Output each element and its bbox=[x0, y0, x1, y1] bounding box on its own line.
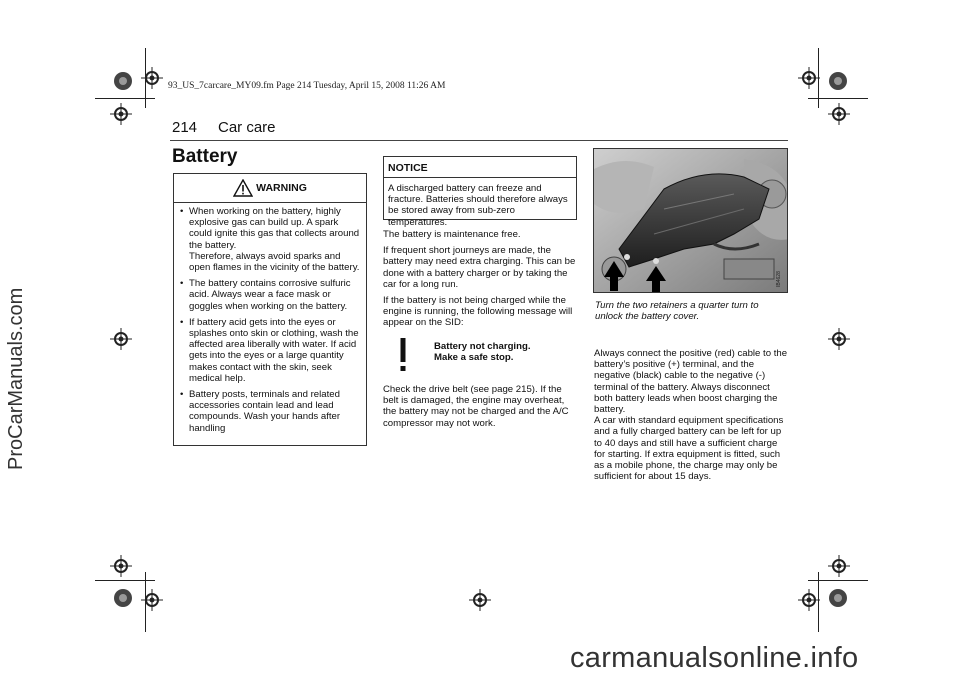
paragraph: A car with standard equipment specifications and a fully charged battery can be left for up to 40 days and still have a sufficient charge for starting. If extra equipment is fitted, such as a mobile phone, the charge may only be sufficient for about 15 days. bbox=[594, 415, 784, 483]
warning-item: • If battery acid gets into the eyes or splashes onto skin or clothing, wash the affected area liberally with water. If acid gets into the eyes or a large quantity makes contact with the skin, seek medical help. bbox=[178, 317, 362, 384]
crosshair-target-icon bbox=[798, 67, 820, 89]
paragraph: Always connect the positive (red) cable to the battery’s positive (+) terminal, and the negative (black) cable to the negative (-) terminal of the battery. Always disconnect both battery leads when boost charging the battery. bbox=[594, 348, 788, 416]
section-title: Car care bbox=[218, 119, 276, 136]
paragraph: If the battery is not being charged while the engine is running, the following message will appear on the SID: bbox=[383, 295, 573, 329]
warning-item: • Battery posts, terminals and related accessories contain lead and lead compounds. Wash your hands after handling bbox=[178, 389, 362, 434]
notice-text: A discharged battery can freeze and fracture. Batteries should therefore always be stored away from sub-zero temperatures. bbox=[388, 183, 568, 228]
figure-code: IB4628 bbox=[776, 271, 782, 287]
registration-mark-icon bbox=[112, 587, 134, 609]
warning-item: • When working on the battery, highly explosive gas can build up. A spark could ignite this gas that collects around the battery. Therefore, always avoid sparks and open flames in the vicinity of the battery. bbox=[178, 206, 362, 273]
engine-bay-illustration bbox=[594, 149, 788, 293]
crosshair-target-icon bbox=[828, 555, 850, 577]
crosshair-target-icon bbox=[828, 103, 850, 125]
crosshair-target-icon bbox=[110, 555, 132, 577]
warning-header bbox=[174, 174, 366, 203]
page-title: Battery bbox=[172, 146, 238, 167]
crosshair-target-icon bbox=[469, 589, 491, 611]
sid-message: Battery not charging. Make a safe stop. bbox=[434, 341, 531, 364]
warning-triangle-icon bbox=[233, 179, 253, 197]
warning-item: • The battery contains corrosive sulfuric acid. Always wear a face mask or goggles when working on the battery. bbox=[178, 278, 362, 312]
crosshair-target-icon bbox=[110, 328, 132, 350]
paragraph: Check the drive belt (see page 215). If the belt is damaged, the engine may overheat, the battery may not be charged and the A/C compressor may not work. bbox=[383, 384, 569, 429]
crosshair-target-icon bbox=[828, 328, 850, 350]
page-number: 214 bbox=[172, 119, 198, 136]
battery-cover-photo bbox=[593, 148, 788, 293]
registration-mark-icon bbox=[827, 70, 849, 92]
crosshair-target-icon bbox=[798, 589, 820, 611]
notice-heading: NOTICE bbox=[384, 157, 576, 178]
figure-caption: Turn the two retainers a quarter turn to unlock the battery cover. bbox=[595, 300, 759, 323]
crosshair-target-icon bbox=[110, 103, 132, 125]
header-divider bbox=[170, 140, 788, 141]
registration-mark-icon bbox=[827, 587, 849, 609]
exclamation-icon bbox=[395, 338, 411, 372]
file-header: 93_US_7carcare_MY09.fm Page 214 Tuesday, April 15, 2008 11:26 AM bbox=[168, 81, 446, 91]
paragraph: The battery is maintenance free. bbox=[383, 229, 521, 240]
column3-text bbox=[594, 348, 789, 482]
crosshair-target-icon bbox=[141, 67, 163, 89]
column2-intro bbox=[383, 229, 578, 334]
side-watermark: ProCarManuals.com bbox=[5, 287, 27, 470]
warning-box bbox=[173, 173, 367, 446]
registration-mark-icon bbox=[112, 70, 134, 92]
paragraph: If frequent short journeys are made, the battery may need extra charging. This can be done with a battery charger or by taking the car for a long run. bbox=[383, 245, 576, 290]
warning-heading: WARNING bbox=[256, 182, 307, 194]
crosshair-target-icon bbox=[141, 589, 163, 611]
warning-list bbox=[178, 206, 366, 439]
footer-watermark: carmanualsonline.info bbox=[570, 642, 859, 674]
notice-box bbox=[383, 156, 577, 228]
